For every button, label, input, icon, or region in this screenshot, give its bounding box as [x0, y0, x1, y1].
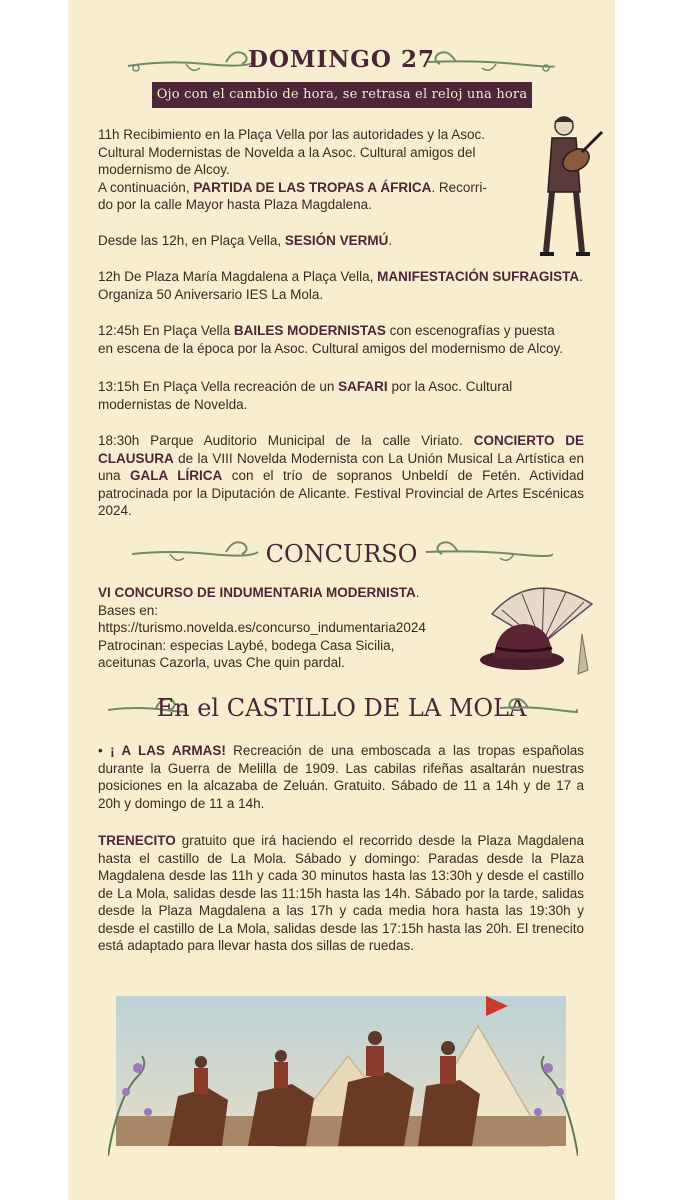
event-safari-highlight: SAFARI [338, 379, 388, 394]
event-11h-line-3: modernismo de Alcoy. [98, 162, 230, 177]
event-concierto-text: 18:30h Parque Auditorio Municipal de la calle Viriato. [98, 433, 474, 448]
event-a-las-armas-text: Recreación de una emboscada a las tropas españolas durante la Guerra de Melilla de 1909. Las cabilas rifeñas asaltarán nuestras posiciones en la alcazaba de Zeluán. Gratuito. Sábado de 11 a 14h y de 17 a 20h y domingo de 11 a 14h. [98, 743, 584, 811]
event-sufragista-highlight: MANIFESTACIÓN SUFRAGISTA [377, 269, 580, 284]
event-11h-text: A continuación, [98, 179, 194, 195]
event-sufragista-line-1 [98, 268, 584, 286]
event-sufragista-end: . [579, 269, 583, 284]
time-change-banner: Ojo con el cambio de hora, se retrasa el reloj una hora [152, 82, 532, 108]
event-safari-line-2: modernistas de Novelda. [98, 396, 248, 412]
event-concierto-highlight: CONCIERTO DE CLAUSURA [98, 433, 584, 466]
event-vermu-text: Desde las 12h, en Plaça Vella, [98, 233, 285, 248]
event-safari-text: 13:15h En Plaça Vella recreación de un [98, 379, 339, 394]
concurso-period: . [415, 585, 420, 600]
event-sufragista [98, 268, 584, 303]
section-title-concurso: CONCURSO [265, 540, 418, 568]
event-bailes-line-1 [98, 322, 584, 340]
ornament-right-icon [426, 44, 556, 78]
hat-fan-illustration-icon [472, 574, 608, 686]
event-trenecito-highlight: TRENECITO [98, 833, 176, 848]
event-vermu-end: . [388, 233, 393, 248]
event-trenecito [98, 832, 584, 955]
concurso-sponsors-1: Patrocinan: especias Laybé, bodega Casa Sicilia, [98, 637, 395, 653]
event-sufragista-line-2: Organiza 50 Aniversario IES La Mola. [98, 286, 324, 302]
event-a-las-armas-highlight: ¡ A LAS ARMAS! [110, 743, 226, 758]
concurso-url[interactable]: https://turismo.novelda.es/concurso_indumentaria2024 [98, 620, 426, 635]
event-sufragista-text: 12h De Plaza María Magdalena a Plaça Vella, [98, 269, 378, 284]
concurso-sponsors-2: aceitunas Cazorla, uvas Che quin pardal. [98, 655, 345, 670]
event-bailes [98, 322, 584, 357]
event-11h-highlight: PARTIDA DE LAS TROPAS A ÁFRICA [193, 179, 432, 195]
event-bailes-line-2: en escena de la época por la Asoc. Cultural amigos del modernismo de Alcoy. [98, 340, 564, 356]
event-gala-highlight: GALA LÍRICA [130, 468, 223, 483]
event-vermu [98, 232, 558, 250]
event-concierto-text-3: con el trío de sopranos Unbeldí de Fetén. Actividad patrocinada por la Diputación de Alicante. Festival Provincial de Artes Escénicas 2024. [98, 468, 584, 518]
concurso-name: VI CONCURSO DE INDUMENTARIA MODERNISTA [98, 585, 416, 600]
concurso-bases: Bases en: [98, 602, 159, 618]
event-11h-line-5: do por la calle Mayor hasta Plaza Magdalena. [98, 197, 372, 212]
event-trenecito-text: gratuito que irá haciendo el recorrido desde la Plaza Magdalena hasta el castillo de La Mola. Sábado y domingo: Paradas desde la Plaza Magdalena desde las 11h y cada 30 minutos hasta las 13:30h y desde el castillo de La Mola, salidas desde las 11:15h hasta las 14h. Sábado por la tarde, salidas desde la Plaza Magdalena a las 17h y cada media hora hasta las 19:30h y desde el castillo de La Mola, salidas desde las 17:15h hasta las 20h. El trenecito está adaptado para llevar hasta dos sillas de ruedas. [98, 833, 584, 953]
event-safari-end: por la Asoc. Cultural [387, 379, 513, 394]
cavalry-illustration-icon [108, 996, 578, 1156]
bullet: • [98, 743, 111, 758]
event-11h-line-4 [98, 179, 558, 197]
event-11h-line-1: 11h Recibimiento en la Plaça Vella por las autoridades y la Asoc. [98, 127, 485, 142]
event-11h-text-end: . Recorri- [431, 179, 487, 195]
event-safari-line-1 [98, 378, 584, 396]
section-title-domingo: DOMINGO 27 [248, 46, 435, 73]
event-11h [98, 126, 558, 214]
ornament-right-icon [424, 536, 554, 570]
section-title-castillo: En el CASTILLO DE LA MOLA [156, 694, 527, 722]
event-bailes-highlight: BAILES MODERNISTAS [233, 323, 386, 338]
event-vermu-highlight: SESIÓN VERMÚ [284, 233, 389, 248]
event-safari [98, 378, 584, 413]
event-concierto-text-2: de la VIII Novelda Modernista con La Unión Musical La Artística en una [98, 450, 584, 483]
event-bailes-end: con escenografías y puesta [385, 323, 555, 338]
event-bailes-text: 12:45h En Plaça Vella [98, 323, 234, 338]
event-11h-line-2: Cultural Modernistas de Novelda a la Asoc. Cultural amigos del [98, 144, 476, 160]
program-page [68, 0, 615, 1200]
ornament-right-icon [498, 694, 578, 724]
event-a-las-armas [98, 742, 584, 812]
event-concierto [98, 432, 584, 520]
